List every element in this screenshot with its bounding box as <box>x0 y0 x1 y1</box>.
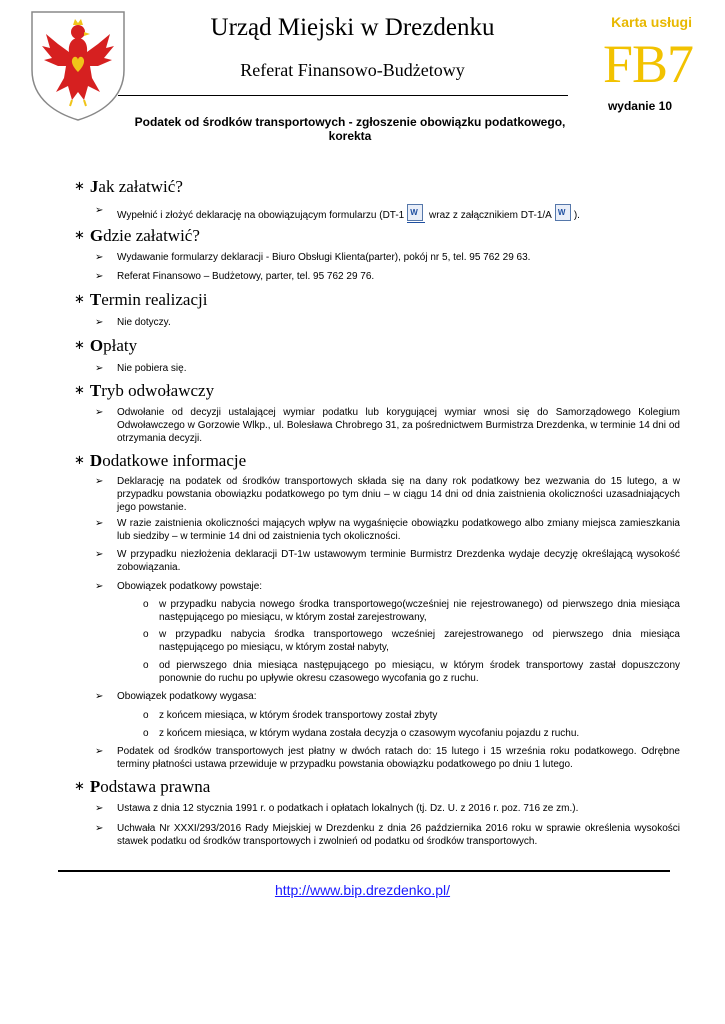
arrow-bullet-icon: ➢ <box>95 363 104 374</box>
section-deadline: ∗ Termin realizacji <box>74 290 208 309</box>
arrow-bullet-icon: ➢ <box>95 518 104 529</box>
section-how: ∗ Jak załatwić? <box>74 177 183 196</box>
asterisk-icon: ∗ <box>74 227 85 242</box>
section-additional-info: ∗ Dodatkowe informacje <box>74 451 247 470</box>
circle-bullet-icon: o <box>143 660 149 671</box>
arrow-bullet-icon: ➢ <box>95 581 104 592</box>
circle-bullet-icon: o <box>143 728 149 739</box>
card-code: FB7 <box>602 34 693 94</box>
arrow-bullet-icon: ➢ <box>95 803 104 814</box>
section-appeal: ∗ Tryb odwoławczy <box>74 381 215 400</box>
asterisk-icon: ∗ <box>74 178 85 193</box>
asterisk-icon: ∗ <box>74 382 85 397</box>
word-document-icon-dt1[interactable] <box>407 204 423 221</box>
asterisk-icon: ∗ <box>74 337 85 352</box>
arrow-bullet-icon: ➢ <box>95 252 104 263</box>
word-document-icon-dt1a[interactable] <box>555 204 571 221</box>
edition-label: wydanie 10 <box>607 99 672 113</box>
document-title <box>105 115 595 143</box>
card-label: Karta usługi <box>611 14 692 30</box>
department-name: Referat Finansowo-Budżetowy <box>240 60 465 80</box>
arrow-bullet-icon: ➢ <box>95 823 104 834</box>
circle-bullet-icon: o <box>143 710 149 721</box>
asterisk-icon: ∗ <box>74 778 85 793</box>
section-legal-basis: ∗ Podstawa prawna <box>74 777 211 796</box>
arrow-bullet-icon: ➢ <box>95 271 104 282</box>
arrow-bullet-icon: ➢ <box>95 407 104 418</box>
section-where: ∗ Gdzie załatwić? <box>74 226 200 245</box>
arrow-bullet-icon: ➢ <box>95 691 104 702</box>
arrow-bullet-icon: ➢ <box>95 549 104 560</box>
footer-website-link[interactable]: http://www.bip.drezdenko.pl/ <box>274 882 451 898</box>
circle-bullet-icon: o <box>143 629 149 640</box>
arrow-bullet-icon: ➢ <box>95 317 104 328</box>
arrow-bullet-icon: ➢ <box>95 476 104 487</box>
coat-of-arms-logo <box>28 8 128 122</box>
section-fees: ∗ Opłaty <box>74 336 138 355</box>
document-title-line1: Podatek od środków transportowych - zgłoszenie obowiązku podatkowego, <box>134 115 566 129</box>
office-name: Urząd Miejski w Drezdenku <box>210 14 495 41</box>
arrow-bullet-icon: ➢ <box>95 746 104 757</box>
asterisk-icon: ∗ <box>74 291 85 306</box>
circle-bullet-icon: o <box>143 599 149 610</box>
footer-divider <box>58 870 670 872</box>
document-title-line2: korekta <box>328 129 372 143</box>
header-divider <box>118 95 568 96</box>
arrow-bullet-icon: ➢ <box>95 205 104 216</box>
asterisk-icon: ∗ <box>74 452 85 467</box>
